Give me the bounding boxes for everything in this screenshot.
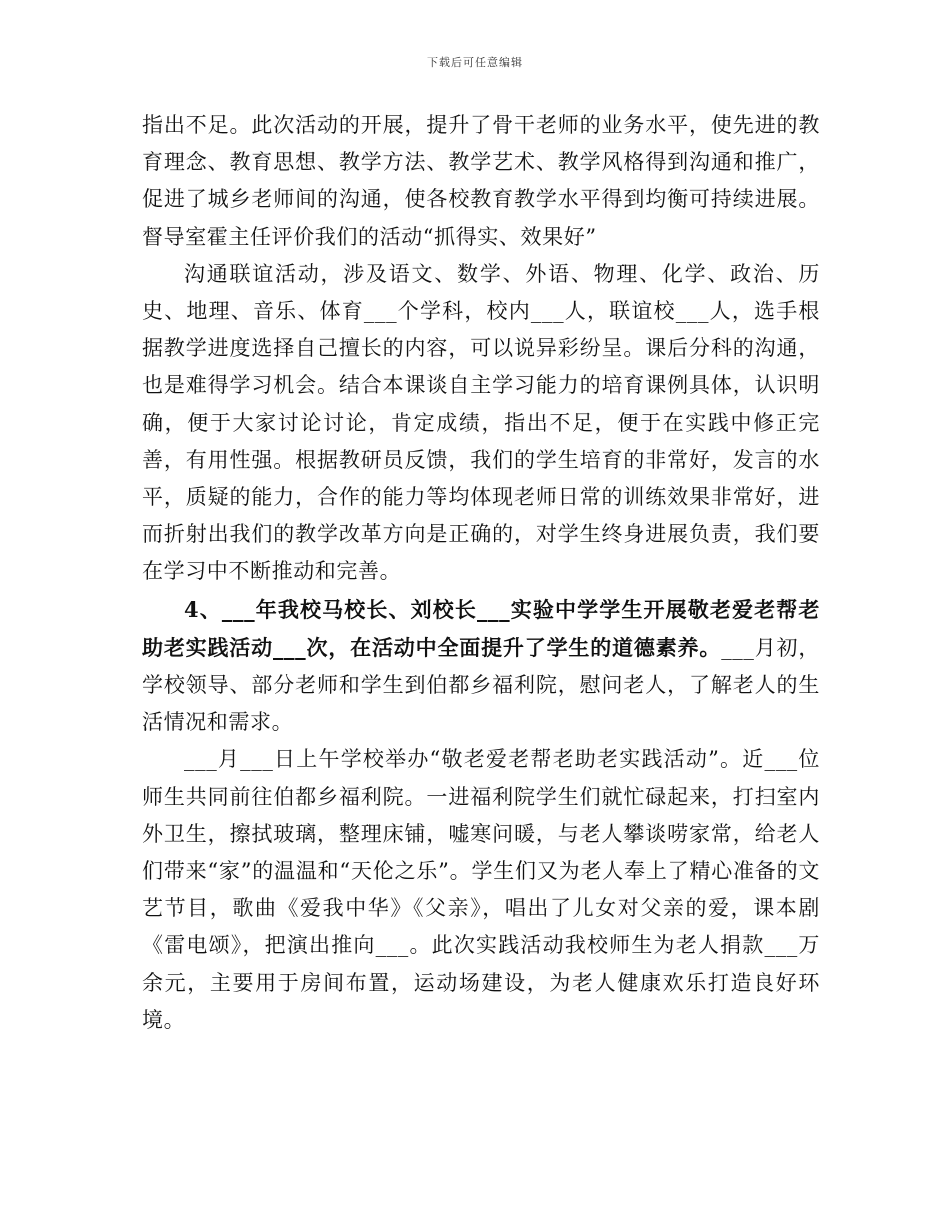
page-header-note: 下载后可任意编辑 <box>427 56 523 69</box>
paragraph-exchange-activity: 沟通联谊活动，涉及语文、数学、外语、物理、化学、政治、历史、地理、音乐、体育___个学科，校内___人，联谊校___人，选手根据教学进度选择自己擅长的内容，可以说异彩纷呈。课后分科的沟通，也是难得学习机会。结合本课谈自主学习能力的培育课例具体，认识明确，便于大家讨论讨论，肯定成绩，指出不足，便于在实践中修正完善，有用性强。根据教研员反馈，我们的学生培育的非常好，发言的水平，质疑的能力，合作的能力等均体现老师日常的训练效果非常好，进而折射出我们的教学改革方向是正确的，对学生终身进展负责，我们要在学习中不断推动和完善。 <box>142 261 820 584</box>
document-body <box>142 107 820 1039</box>
paragraph-section-4 <box>142 591 820 742</box>
section-4-text: ___月初，学校领导、部分老师和学生到伯都乡福利院，慰问老人，了解老人的生活情况和需求。 <box>142 635 820 735</box>
paragraph-continuation: 指出不足。此次活动的开展，提升了骨干老师的业务水平，使先进的教育理念、教育思想、教学方法、教学艺术、教学风格得到沟通和推广，促进了城乡老师间的沟通，使各校教育教学水平得到均衡可持续进展。督导室霍主任评价我们的活动“抓得实、效果好” <box>142 113 820 249</box>
paragraph-practice-activity: ___月___日上午学校举办“敬老爱老帮老助老实践活动”。近___位师生共同前往伯都乡福利院。一进福利院学生们就忙碌起来，打扫室内外卫生，擦拭玻璃，整理床铺，嘘寒问暖，与老人攀谈唠家常，给老人们带来“家”的温温和“天伦之乐”。学生们又为老人奉上了精心准备的文艺节目，歌曲《爱我中华》《父亲》，唱出了儿女对父亲的爱，课本剧《雷电颂》，把演出推向___。此次实践活动我校师生为老人捐款___万余元，主要用于房间布置，运动场建设，为老人健康欢乐打造良好环境。 <box>142 747 820 1032</box>
section-4-heading: 4、___年我校马校长、刘校长___实验中学学生开展敬老爱老帮老助老实践活动___次，在活动中全面提升了学生的道德素养。 <box>142 596 820 660</box>
